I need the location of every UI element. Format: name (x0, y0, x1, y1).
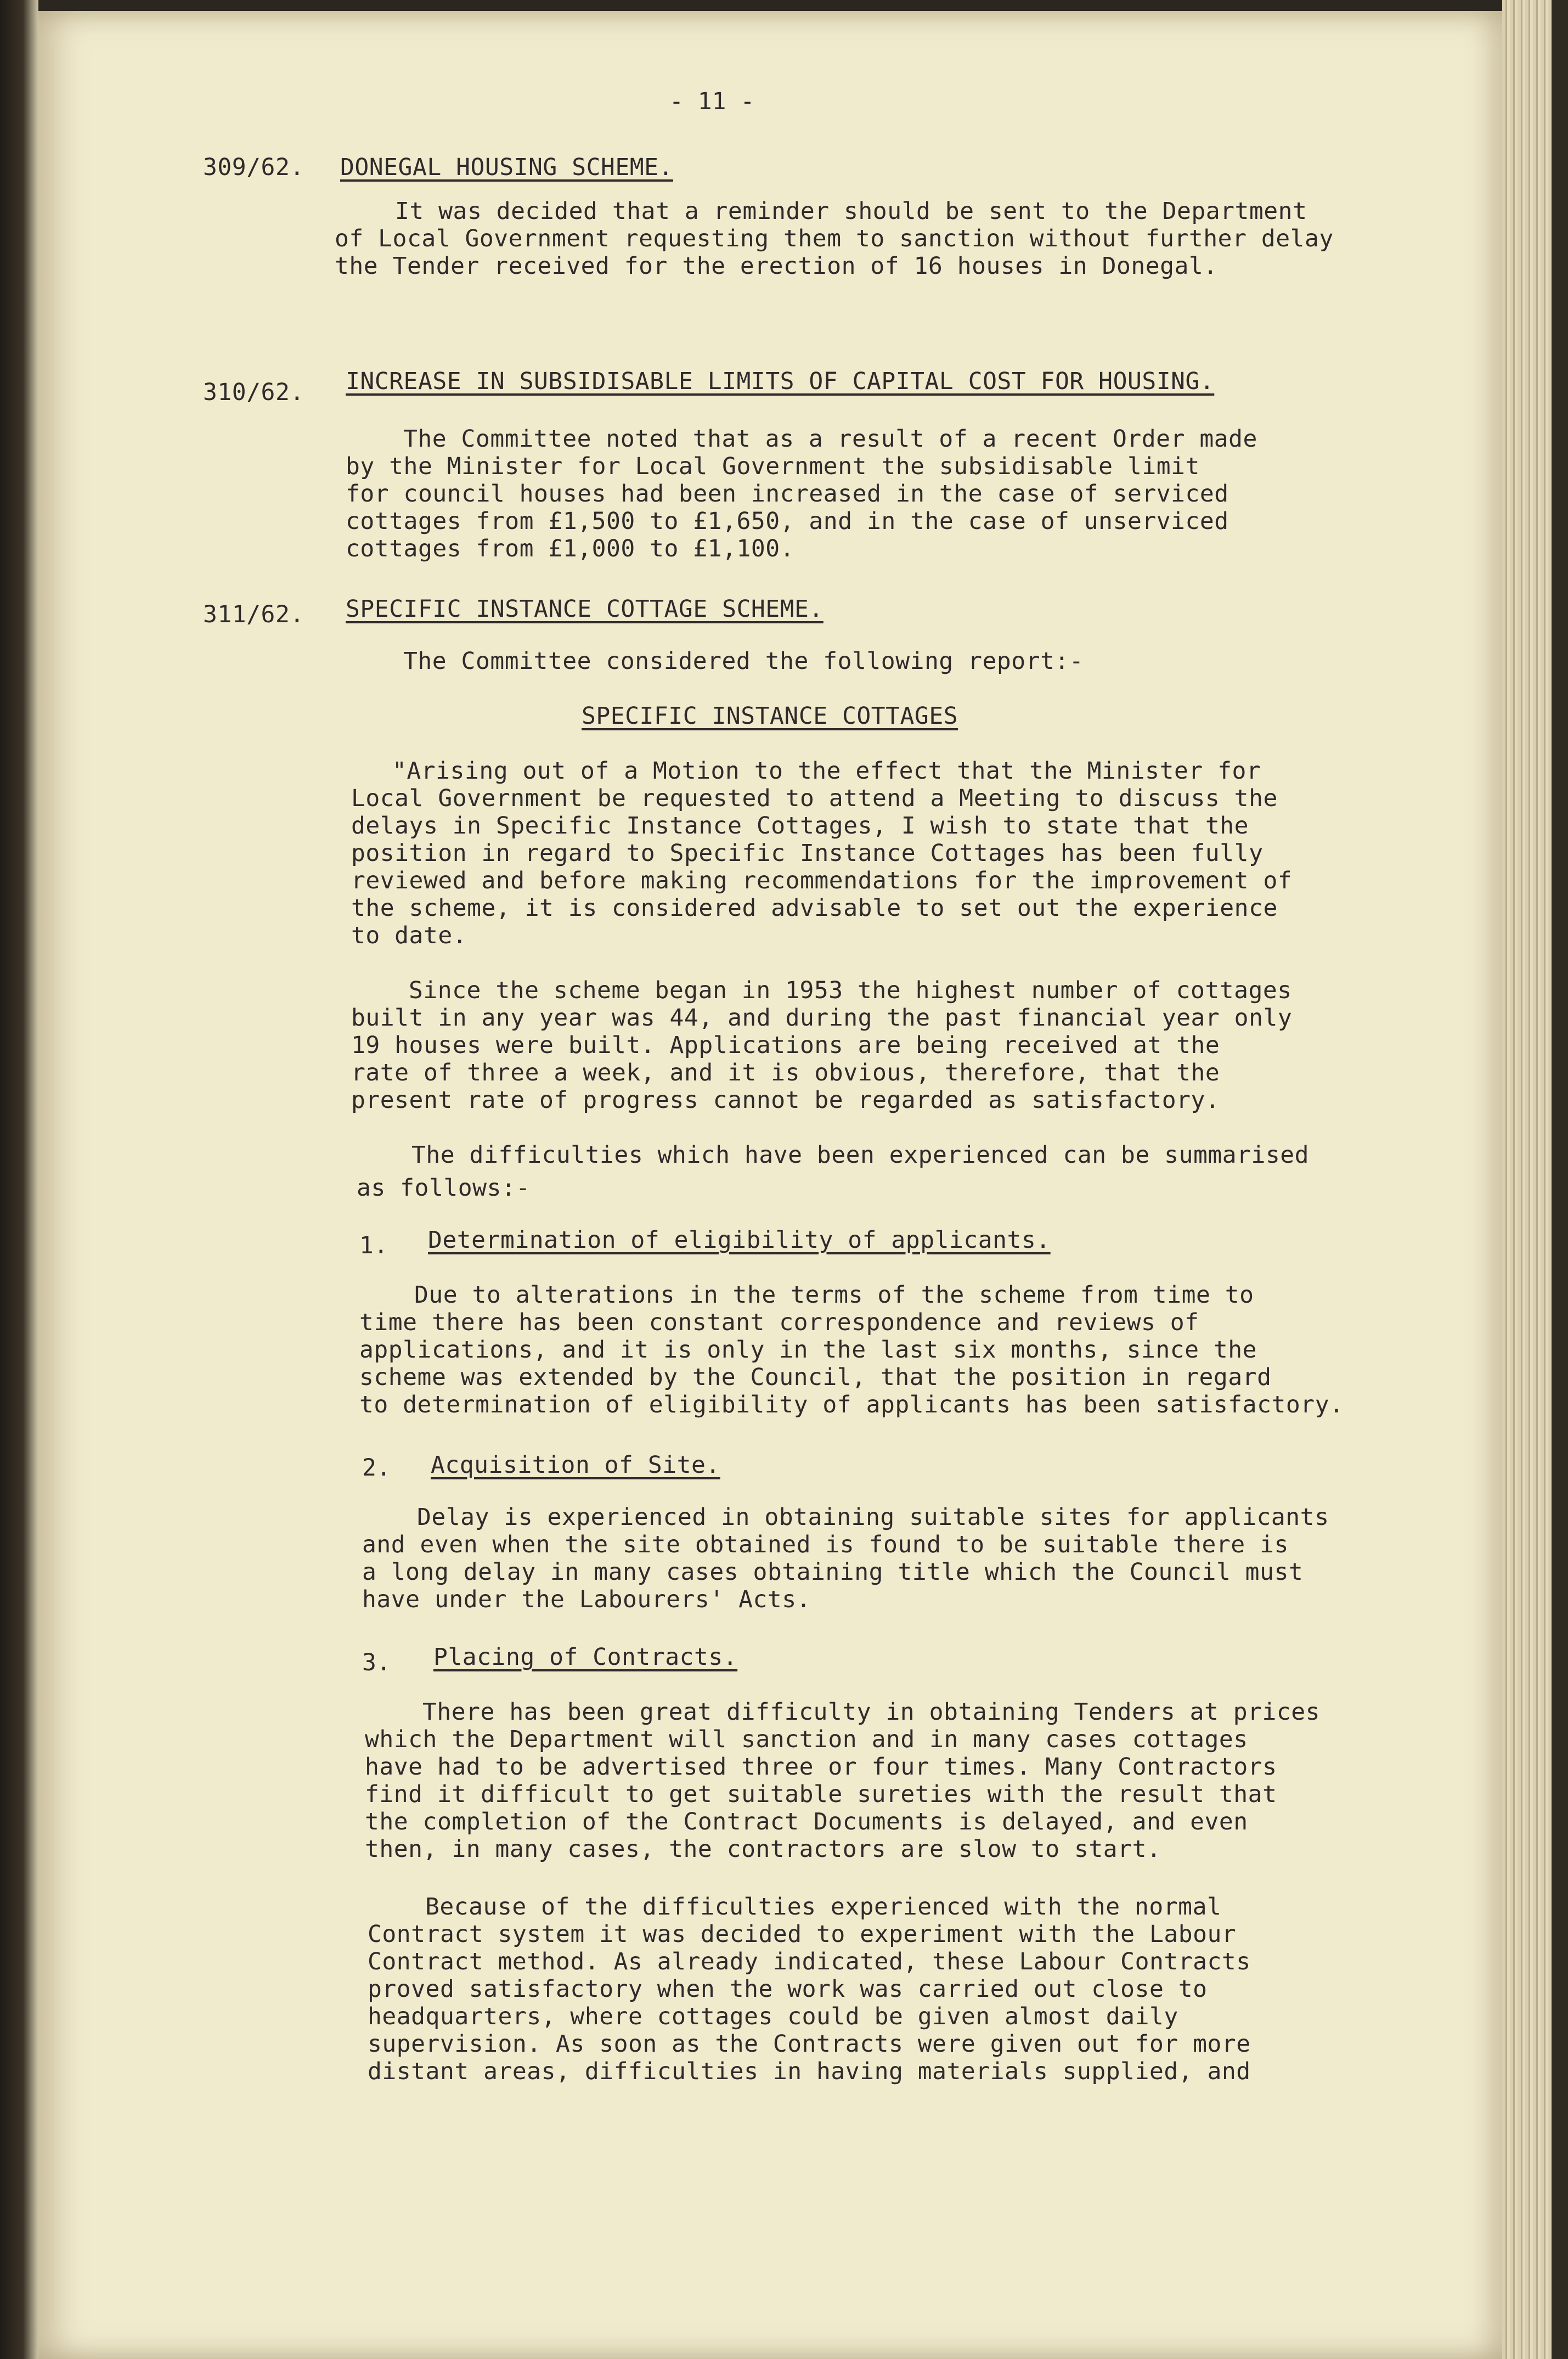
body-line: Contract system it was decided to experiment with the Labour (368, 1921, 1237, 1948)
body-line: time there has been constant correspondence and reviews of (359, 1309, 1199, 1336)
body-line: supervision. As soon as the Contracts were given out for more (368, 2030, 1251, 2058)
body-line: of Local Government requesting them to sanction without further delay (335, 225, 1334, 252)
point-number: 1. (359, 1232, 388, 1259)
body-line: "Arising out of a Motion to the effect that the Minister for (392, 757, 1261, 785)
body-line: the Tender received for the erection of 16 houses in Donegal. (335, 252, 1218, 280)
body-line: Since the scheme began in 1953 the highest number of cottages (409, 977, 1292, 1004)
body-line: a long delay in many cases obtaining title which the Council must (362, 1558, 1304, 1586)
body-line: cottages from £1,500 to £1,650, and in the case of unserviced (346, 508, 1229, 535)
body-line: scheme was extended by the Council, that the position in regard (359, 1364, 1272, 1391)
body-line: delays in Specific Instance Cottages, I wish to state that the (351, 812, 1249, 840)
body-line: to determination of eligibility of applicants has been satisfactory. (359, 1391, 1344, 1418)
body-line: rate of three a week, and it is obvious, therefore, that the (351, 1059, 1220, 1086)
body-line: applications, and it is only in the last six months, since the (359, 1336, 1257, 1364)
body-line: headquarters, where cottages could be given almost daily (368, 2003, 1178, 2030)
body-line: built in any year was 44, and during the past financial year only (351, 1004, 1293, 1032)
body-line: There has been great difficulty in obtaining Tenders at prices (422, 1698, 1321, 1726)
body-line: have under the Labourers' Acts. (362, 1586, 811, 1613)
body-line: and even when the site obtained is found to be suitable there is (362, 1531, 1289, 1558)
body-line: position in regard to Specific Instance Cottages has been fully (351, 840, 1264, 867)
body-line: to date. (351, 922, 467, 949)
point-heading: Placing of Contracts. (433, 1643, 738, 1671)
body-line: then, in many cases, the contractors are slow to start. (365, 1836, 1161, 1863)
body-line: which the Department will sanction and in many cases cottages (365, 1726, 1248, 1753)
body-line: Contract method. As already indicated, these Labour Contracts (368, 1948, 1251, 1975)
body-line: The difficulties which have been experienced can be summarised (411, 1141, 1310, 1169)
body-line: Delay is experienced in obtaining suitable sites for applicants (417, 1504, 1329, 1531)
minute-heading: INCREASE IN SUBSIDISABLE LIMITS OF CAPITAL COST FOR HOUSING. (346, 368, 1215, 395)
body-line: Local Government be requested to attend a Meeting to discuss the (351, 785, 1278, 812)
body-line: proved satisfactory when the work was carried out close to (368, 1975, 1208, 2003)
report-title: SPECIFIC INSTANCE COTTAGES (582, 702, 958, 730)
point-heading: Acquisition of Site. (431, 1451, 720, 1479)
point-number: 3. (362, 1649, 391, 1676)
body-line: distant areas, difficulties in having materials supplied, and (368, 2058, 1251, 2085)
minute-heading: SPECIFIC INSTANCE COTTAGE SCHEME. (346, 595, 824, 623)
minute-number: 309/62. (203, 154, 304, 181)
body-line: as follows:- (357, 1174, 531, 1202)
body-line: find it difficult to get suitable sureties with the result that (365, 1781, 1277, 1808)
intro-line: The Committee considered the following report:- (403, 648, 1084, 675)
body-line: 19 houses were built. Applications are being received at the (351, 1032, 1220, 1059)
body-line: the scheme, it is considered advisable to set out the experience (351, 894, 1278, 922)
body-line: the completion of the Contract Documents is delayed, and even (365, 1808, 1248, 1836)
body-line: for council houses had been increased in the case of serviced (346, 480, 1229, 508)
body-line: cottages from £1,000 to £1,100. (346, 535, 795, 562)
body-line: Due to alterations in the terms of the scheme from time to (414, 1281, 1254, 1309)
body-line: The Committee noted that as a result of a recent Order made (403, 425, 1257, 453)
body-line: Because of the difficulties experienced with the normal (425, 1893, 1222, 1921)
minute-number: 311/62. (203, 601, 304, 628)
body-line: reviewed and before making recommendations for the improvement of (351, 867, 1293, 894)
point-heading: Determination of eligibility of applicants. (428, 1226, 1051, 1254)
body-line: present rate of progress cannot be regarded as satisfactory. (351, 1086, 1220, 1114)
minute-number: 310/62. (203, 379, 304, 406)
minute-heading: DONEGAL HOUSING SCHEME. (340, 154, 673, 181)
body-line: by the Minister for Local Government the subsidisable limit (346, 453, 1200, 480)
body-line: It was decided that a reminder should be sent to the Department (395, 198, 1307, 225)
page-number: - 11 - (669, 88, 755, 115)
body-line: have had to be advertised three or four times. Many Contractors (365, 1753, 1277, 1781)
point-number: 2. (362, 1454, 391, 1482)
